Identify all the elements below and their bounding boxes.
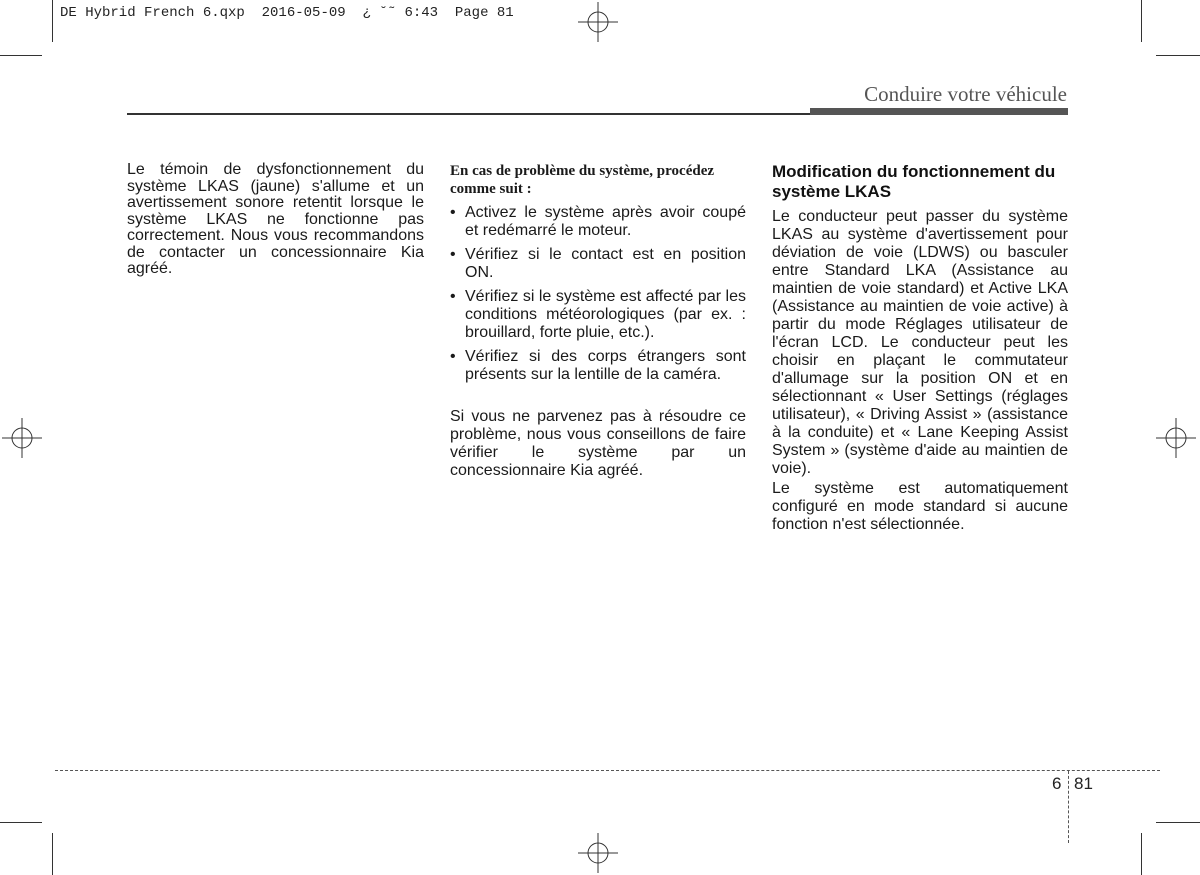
list-item: • Vérifiez si le système est affecté par les conditions météorologiques (par ex. : brouillard, forte pluie, etc.). [450, 288, 746, 341]
bullet-icon: • [450, 288, 456, 305]
registration-mark-right [1156, 418, 1196, 458]
registration-mark-bottom [578, 833, 618, 873]
troubleshooting-closing: Si vous ne parvenez pas à résoudre ce problème, nous vous conseillons de faire vérifier le système par un concessionnaire Kia agréé. [450, 408, 746, 479]
list-item: • Vérifiez si le contact est en position ON. [450, 246, 746, 281]
header-rule-accent [810, 108, 1068, 115]
footer-rule [55, 770, 1160, 771]
print-slug: DE Hybrid French 6.qxp 2016-05-09 ¿ ˘˜ 6:43 Page 81 [60, 5, 514, 21]
troubleshooting-heading: En cas de problème du système, procédez comme suit : [450, 163, 715, 197]
list-item: • Activez le système après avoir coupé et redémarré le moteur. [450, 204, 746, 239]
list-item: • Vérifiez si des corps étrangers sont présents sur la lentille de la caméra. [450, 348, 746, 383]
bullet-icon: • [450, 204, 456, 221]
header-rule [127, 113, 810, 115]
registration-mark-left [2, 418, 42, 458]
chapter-title: Conduire votre véhicule [864, 82, 1067, 106]
footer-divider [1068, 771, 1069, 843]
column-middle [450, 162, 746, 480]
column-left [127, 162, 424, 278]
section-heading: Modification du fonctionnement du système LKAS [772, 162, 1056, 201]
bullet-icon: • [450, 348, 456, 365]
default-mode-paragraph: Le système est automatiquement configuré en mode standard si aucune fonction n'est sélectionnée. [772, 480, 1068, 533]
bullet-icon: • [450, 246, 456, 263]
settings-paragraph: Le conducteur peut passer du système LKAS au système d'avertissement pour déviation de voie (LDWS) ou basculer entre Standard LKA (Assistance au maintien de voie standard) et Active LKA (Assistance au maintien de voie active) à partir du mode Réglages utilisateur de l'écran LCD. Le conducteur peut les choisir en plaçant le commutateur d'allumage sur la position ON et en sélectionnant « User Settings (réglages utilisateur), « Driving Assist » (assistance à la conduite) et « Lane Keeping Assist System » (système d'aide au maintien de voie). [772, 208, 1068, 477]
registration-mark-top [578, 2, 618, 42]
lkas-warning-paragraph: Le témoin de dysfonctionnement du système LKAS (jaune) s'allume et un avertissement sonore retentit lorsque le système LKAS ne fonctionne pas correctement. Nous vous recommandons de contacter un concessionnaire Kia agréé. [127, 161, 424, 277]
troubleshooting-list [450, 204, 746, 384]
page-number: 81 [1074, 774, 1093, 793]
chapter-number: 6 [1052, 774, 1062, 793]
column-right [772, 162, 1068, 534]
